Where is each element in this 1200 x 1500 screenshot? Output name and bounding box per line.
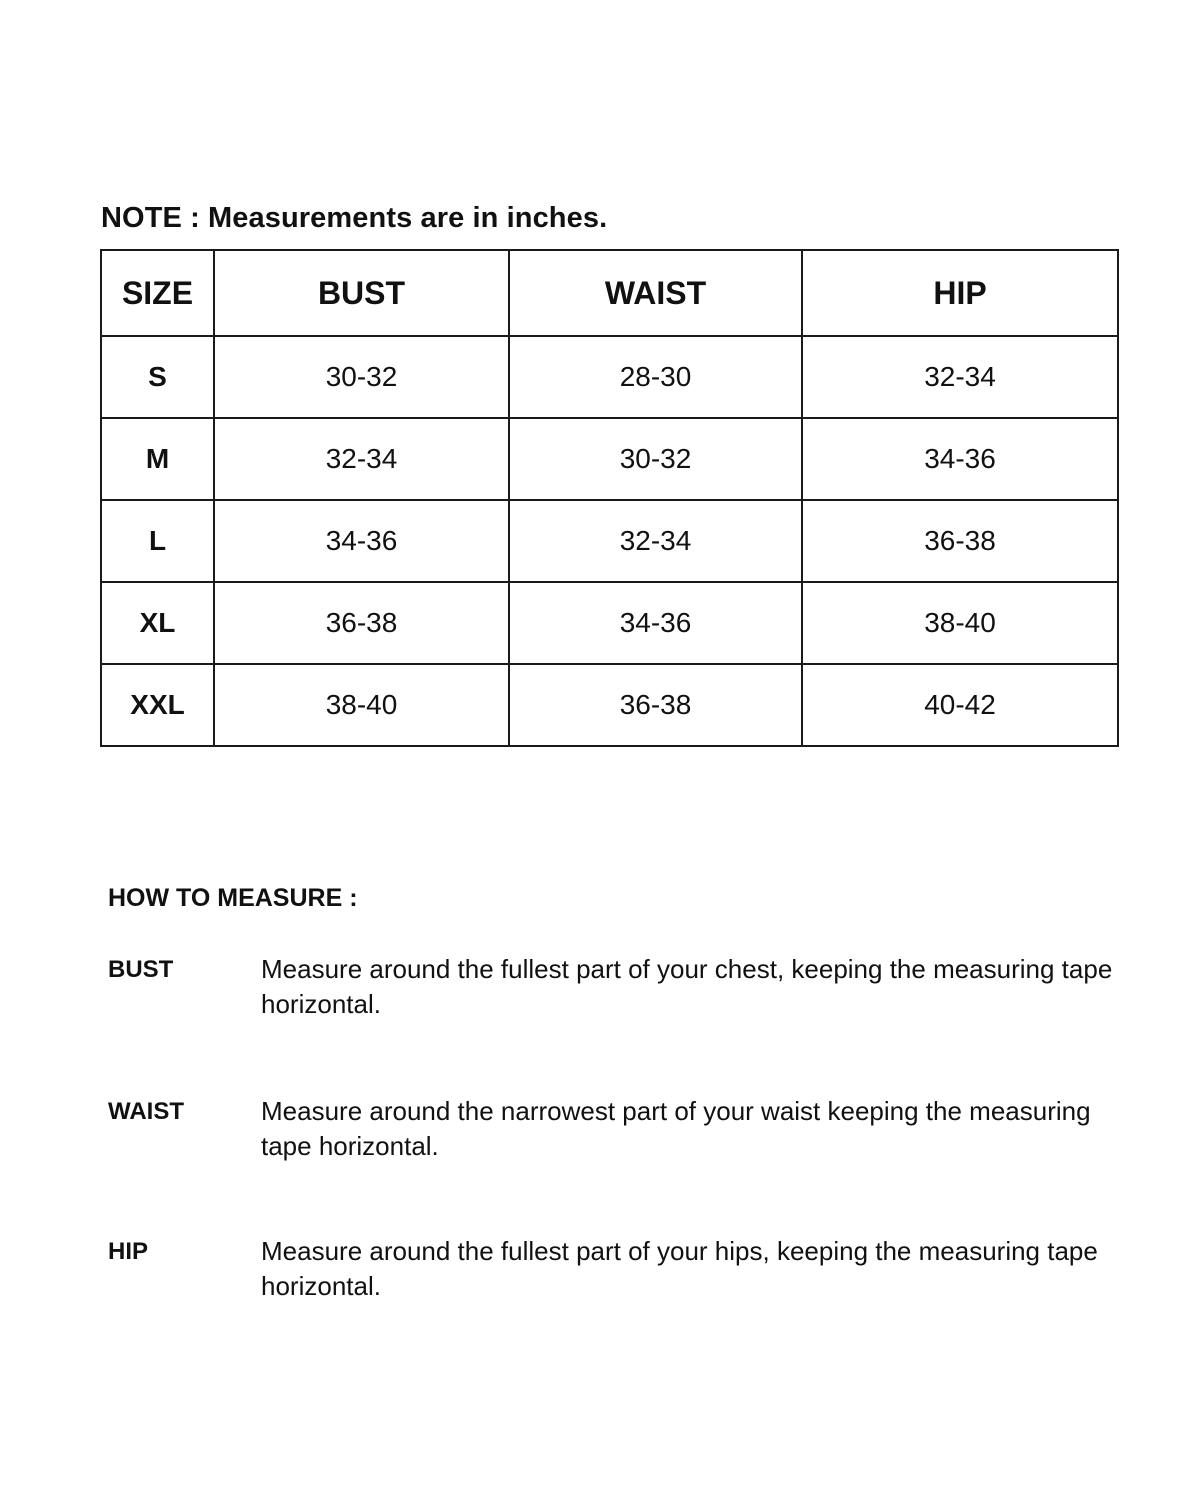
size-chart-table	[100, 249, 1119, 747]
header-bust: BUST	[214, 250, 509, 336]
bust-cell: 30-32	[214, 336, 509, 418]
bust-cell: 38-40	[214, 664, 509, 746]
hip-cell: 32-34	[802, 336, 1118, 418]
hip-cell: 34-36	[802, 418, 1118, 500]
bust-description: Measure around the fullest part of your chest, keeping the measuring tape horizontal.	[261, 954, 1113, 1019]
bust-cell: 34-36	[214, 500, 509, 582]
waist-cell: 28-30	[509, 336, 802, 418]
bust-cell: 36-38	[214, 582, 509, 664]
size-cell: XXL	[101, 664, 214, 746]
size-cell: L	[101, 500, 214, 582]
table-header-row	[101, 250, 1118, 336]
size-cell: M	[101, 418, 214, 500]
header-waist: WAIST	[509, 250, 802, 336]
hip-term: HIP	[108, 1238, 149, 1265]
hip-cell: 36-38	[802, 500, 1118, 582]
how-to-measure-heading: HOW TO MEASURE :	[108, 884, 358, 912]
table-row	[101, 582, 1118, 664]
waist-description: Measure around the narrowest part of your waist keeping the measuring tape horizontal.	[261, 1096, 1091, 1161]
measurement-note: NOTE : Measurements are in inches.	[101, 202, 608, 234]
waist-cell: 30-32	[509, 418, 802, 500]
size-cell: S	[101, 336, 214, 418]
waist-term: WAIST	[108, 1098, 184, 1125]
table-row	[101, 418, 1118, 500]
bust-term: BUST	[108, 956, 174, 983]
waist-cell: 32-34	[509, 500, 802, 582]
header-size: SIZE	[101, 250, 214, 336]
table-row	[101, 664, 1118, 746]
table-row	[101, 500, 1118, 582]
hip-cell: 40-42	[802, 664, 1118, 746]
bust-cell: 32-34	[214, 418, 509, 500]
header-hip: HIP	[802, 250, 1118, 336]
waist-cell: 34-36	[509, 582, 802, 664]
table-row	[101, 336, 1118, 418]
hip-description: Measure around the fullest part of your hips, keeping the measuring tape horizontal.	[261, 1236, 1098, 1301]
waist-cell: 36-38	[509, 664, 802, 746]
hip-cell: 38-40	[802, 582, 1118, 664]
size-cell: XL	[101, 582, 214, 664]
